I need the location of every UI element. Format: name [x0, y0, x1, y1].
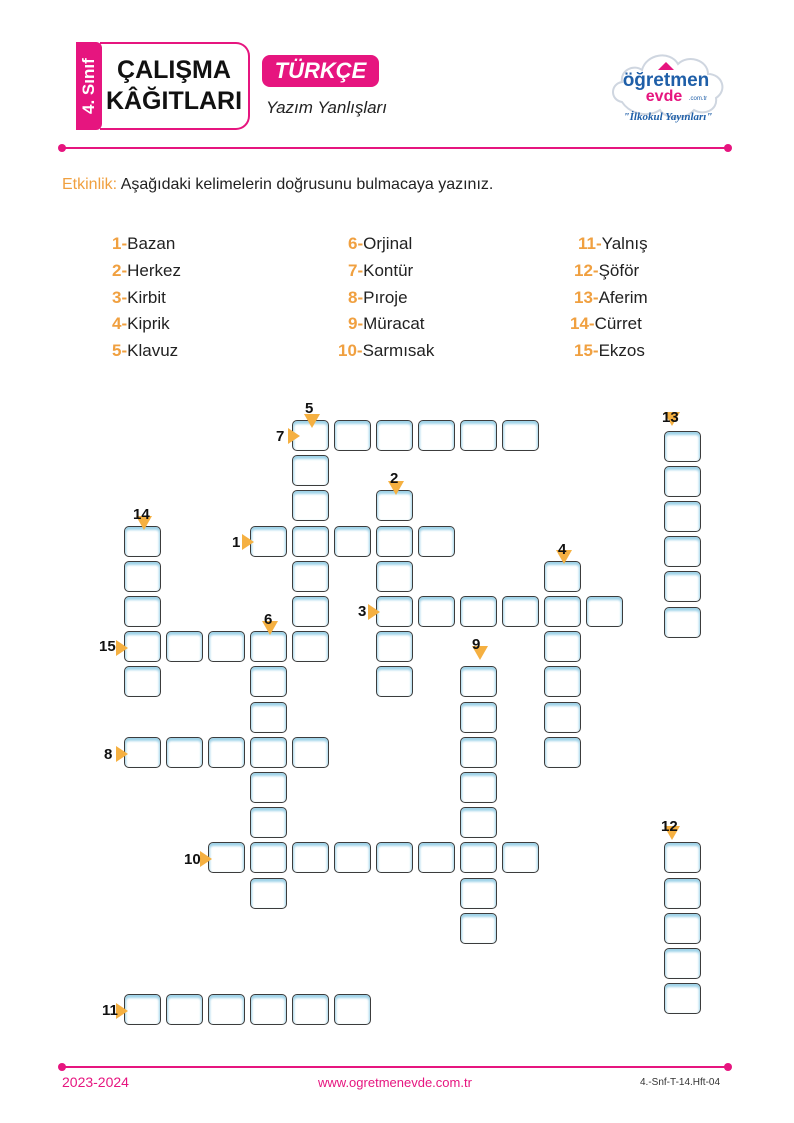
crossword-cell[interactable]	[664, 842, 701, 873]
crossword-cell[interactable]	[208, 631, 245, 662]
clue-number-6: 6	[264, 611, 273, 628]
crossword-cell[interactable]	[544, 596, 581, 627]
crossword-cell[interactable]	[460, 807, 497, 838]
clue-number-1: 1	[232, 534, 241, 551]
list-item: 14-Cürret	[570, 314, 642, 333]
instruction-label: Etkinlik:	[62, 176, 118, 193]
logo-text-1: öğretmen	[622, 70, 710, 91]
crossword-cell[interactable]	[502, 596, 539, 627]
crossword-cell[interactable]	[334, 842, 371, 873]
crossword-cell[interactable]	[586, 596, 623, 627]
crossword-cell[interactable]	[292, 737, 329, 768]
crossword-cell[interactable]	[292, 561, 329, 592]
clue-number-3: 3	[358, 603, 367, 620]
list-item: 13-Aferim	[574, 288, 648, 307]
crossword-cell[interactable]	[418, 596, 455, 627]
crossword-cell[interactable]	[544, 631, 581, 662]
header-divider	[62, 147, 728, 149]
list-item: 8-Pıroje	[348, 288, 408, 307]
list-item: 11-Yalnış	[578, 234, 648, 253]
right-arrow-icon	[116, 746, 128, 762]
crossword-cell[interactable]	[334, 526, 371, 557]
crossword-cell[interactable]	[124, 561, 161, 592]
crossword-cell[interactable]	[664, 948, 701, 979]
crossword-cell[interactable]	[292, 596, 329, 627]
crossword-cell[interactable]	[250, 878, 287, 909]
title-line-2: KÂĞITLARI	[105, 87, 243, 115]
crossword-cell[interactable]	[376, 490, 413, 521]
crossword-cell[interactable]	[664, 878, 701, 909]
crossword-cell[interactable]	[544, 737, 581, 768]
crossword-cell[interactable]	[664, 431, 701, 462]
crossword-cell[interactable]	[334, 420, 371, 451]
crossword-cell[interactable]	[544, 702, 581, 733]
list-item: 15-Ekzos	[574, 341, 645, 360]
right-arrow-icon	[116, 640, 128, 656]
title-line-1: ÇALIŞMA	[117, 56, 231, 84]
crossword-cell[interactable]	[166, 631, 203, 662]
clue-number-13: 13	[662, 409, 679, 426]
crossword-cell[interactable]	[166, 737, 203, 768]
crossword-cell[interactable]	[124, 737, 161, 768]
footer-year: 2023-2024	[62, 1074, 129, 1090]
crossword-cell[interactable]	[418, 420, 455, 451]
crossword-cell[interactable]	[250, 842, 287, 873]
crossword-cell[interactable]	[376, 631, 413, 662]
crossword-cell[interactable]	[124, 666, 161, 697]
clue-number-8: 8	[104, 746, 113, 763]
crossword-cell[interactable]	[460, 737, 497, 768]
crossword-cell[interactable]	[502, 420, 539, 451]
crossword-cell[interactable]	[250, 772, 287, 803]
subject-badge: TÜRKÇE	[262, 55, 379, 87]
clue-number-5: 5	[305, 400, 314, 417]
right-arrow-icon	[288, 428, 300, 444]
crossword-cell[interactable]	[250, 631, 287, 662]
crossword-cell[interactable]	[376, 596, 413, 627]
right-arrow-icon	[242, 534, 254, 550]
crossword-cell[interactable]	[664, 983, 701, 1014]
instruction	[62, 176, 493, 194]
list-item: 6-Orjinal	[348, 234, 413, 253]
crossword-cell[interactable]	[208, 737, 245, 768]
crossword-cell[interactable]	[208, 842, 245, 873]
logo-text-2: evde	[645, 88, 683, 105]
crossword-cell[interactable]	[664, 536, 701, 567]
crossword-cell[interactable]	[418, 842, 455, 873]
crossword-cell[interactable]	[376, 420, 413, 451]
crossword-cell[interactable]	[376, 666, 413, 697]
crossword-cell[interactable]	[664, 466, 701, 497]
crossword-cell[interactable]	[460, 702, 497, 733]
list-item: 1-Bazan	[112, 234, 176, 253]
crossword-cell[interactable]	[166, 994, 203, 1025]
crossword-cell[interactable]	[460, 772, 497, 803]
list-item: 9-Müracat	[348, 314, 425, 333]
crossword-cell[interactable]	[502, 842, 539, 873]
crossword-cell[interactable]	[460, 913, 497, 944]
crossword-cell[interactable]	[664, 607, 701, 638]
crossword-cell[interactable]	[664, 501, 701, 532]
crossword-cell[interactable]	[292, 631, 329, 662]
right-arrow-icon	[200, 851, 212, 867]
grade-tab	[76, 42, 102, 130]
crossword-cell[interactable]	[460, 420, 497, 451]
clue-number-12: 12	[661, 818, 678, 835]
clue-number-10: 10	[184, 851, 201, 868]
clue-number-14: 14	[133, 506, 150, 523]
clue-number-4: 4	[558, 541, 567, 558]
crossword-cell[interactable]	[250, 994, 287, 1025]
crossword-cell[interactable]	[292, 526, 329, 557]
list-item: 7-Kontür	[348, 261, 414, 280]
crossword-cell[interactable]	[292, 490, 329, 521]
grade-label: 4. Sınıf	[79, 58, 98, 114]
crossword-cell[interactable]	[664, 913, 701, 944]
crossword-cell[interactable]	[418, 526, 455, 557]
worksheet-title	[100, 42, 250, 130]
clue-number-2: 2	[390, 470, 399, 487]
crossword-cell[interactable]	[250, 702, 287, 733]
clue-number-11: 11	[102, 1002, 118, 1019]
crossword-cell[interactable]	[250, 737, 287, 768]
topic-label: Yazım Yanlışları	[266, 98, 387, 117]
publisher-logo	[608, 40, 730, 132]
crossword-cell[interactable]	[376, 561, 413, 592]
instruction-text: Aşağıdaki kelimelerin doğrusunu bulmacaya yazınız.	[117, 176, 494, 193]
crossword-cell[interactable]	[334, 994, 371, 1025]
crossword-cell[interactable]	[544, 666, 581, 697]
crossword-cell[interactable]	[124, 596, 161, 627]
crossword-cell[interactable]	[208, 994, 245, 1025]
crossword-cell[interactable]	[376, 526, 413, 557]
list-item: 12-Şöför	[574, 261, 640, 280]
list-item: 2-Herkez	[112, 261, 181, 280]
crossword-cell[interactable]	[250, 666, 287, 697]
list-item: 5-Klavuz	[112, 341, 179, 360]
crossword-cell[interactable]	[376, 842, 413, 873]
right-arrow-icon	[368, 604, 380, 620]
crossword-cell[interactable]	[544, 561, 581, 592]
clue-number-9: 9	[472, 636, 481, 653]
crossword-cell[interactable]	[664, 571, 701, 602]
list-item: 4-Kiprik	[112, 314, 170, 333]
crossword-cell[interactable]	[460, 878, 497, 909]
clue-number-7: 7	[276, 428, 285, 445]
footer-url[interactable]: www.ogretmenevde.com.tr	[318, 1075, 472, 1090]
crossword-cell[interactable]	[124, 526, 161, 557]
crossword-cell[interactable]	[250, 526, 287, 557]
crossword-cell[interactable]	[124, 631, 161, 662]
crossword-cell[interactable]	[292, 842, 329, 873]
clue-number-15: 15	[99, 638, 116, 655]
crossword-cell[interactable]	[460, 596, 497, 627]
crossword-cell[interactable]	[250, 807, 287, 838]
footer-divider	[62, 1066, 728, 1068]
crossword-cell[interactable]	[124, 994, 161, 1025]
crossword-cell[interactable]	[292, 455, 329, 486]
footer-code: 4.-Snf-T-14.Hft-04	[640, 1077, 721, 1088]
crossword-cell[interactable]	[460, 842, 497, 873]
crossword-cell[interactable]	[292, 994, 329, 1025]
list-item: 10-Sarmısak	[338, 341, 435, 360]
logo-domain: .com.tr	[688, 96, 708, 102]
logo-tagline: "İlkokul Yayınları"	[623, 111, 713, 123]
list-item: 3-Kirbit	[112, 288, 166, 307]
crossword-cell[interactable]	[460, 666, 497, 697]
